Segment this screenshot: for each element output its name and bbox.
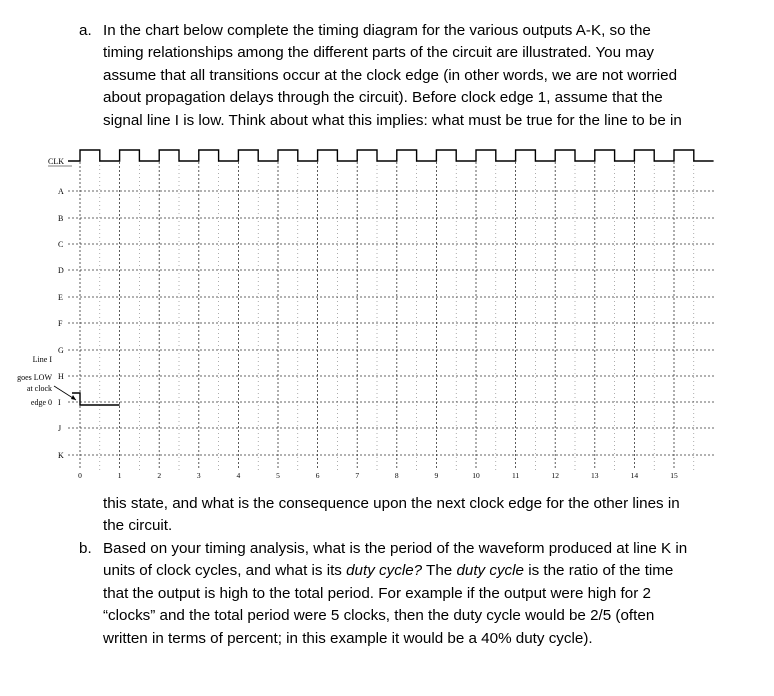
part-b-marker: b. xyxy=(79,540,92,557)
part-b-text xyxy=(103,538,687,650)
part-a-continuation-line: this state, and what is the consequence upon the next clock edge for the other lines in xyxy=(103,495,680,512)
clock-edge-label: 8 xyxy=(394,471,399,480)
part-a-line: signal line I is low. Think about what this implies: what must be true for the line to be in xyxy=(103,111,682,129)
line-i-annotation-line: at clock xyxy=(26,384,52,393)
clock-edge-label: 14 xyxy=(630,471,639,480)
clock-edge-label: 3 xyxy=(196,471,201,480)
clock-edge-label: 9 xyxy=(434,471,439,480)
part-a-line: assume that all transitions occur at the clock edge (in other words, we are not worried xyxy=(103,66,678,84)
part-b-line: written in terms of percent; in this example it would be a 40% duty cycle). xyxy=(103,629,593,647)
signal-label-f: F xyxy=(58,319,63,328)
clock-edge-label: 1 xyxy=(117,471,122,480)
clock-waveform-path xyxy=(68,150,714,161)
clock-edge-label: 5 xyxy=(276,471,280,480)
clock-edge-label: 7 xyxy=(355,471,360,480)
duty-cycle-question: duty cycle? xyxy=(346,562,423,580)
clock-edge-label: 6 xyxy=(315,471,320,480)
clock-edge-label: 4 xyxy=(236,471,241,480)
part-a-continuation-line: the circuit. xyxy=(103,517,173,535)
clock-edge-labels xyxy=(78,471,678,480)
part-b-text-run: The xyxy=(422,562,457,580)
line-i-annotation-line: edge 0 xyxy=(30,398,52,407)
signal-label-k: K xyxy=(58,451,64,460)
part-b-line: Based on your timing analysis, what is the period of the waveform produced at line K in xyxy=(103,540,688,557)
part-a-line: about propagation delays through the circuit). Before clock edge 1, assume that the xyxy=(103,89,663,107)
clock-edge-label: 0 xyxy=(78,471,82,480)
signal-label-i: I xyxy=(58,398,61,407)
part-b-line: that the output is high to the total period. For example if the output were high for 2 xyxy=(103,584,651,602)
signal-label-b: B xyxy=(58,214,64,223)
part-a-line: timing relationships among the different parts of the circuit are illustrated. You may xyxy=(103,44,654,62)
duty-cycle-term: duty cycle xyxy=(456,562,524,580)
clock-label: CLK xyxy=(48,157,64,166)
part-b-line: “clocks” and the total period were 5 clocks, then the duty cycle would be 2/5 (often xyxy=(103,607,655,625)
clock-edge-label: 10 xyxy=(472,471,480,480)
signal-label-a: A xyxy=(58,187,64,196)
timing-grid xyxy=(80,150,694,470)
part-a-continuation xyxy=(103,493,680,538)
line-i-waveform-path xyxy=(72,393,120,405)
signal-label-d: D xyxy=(58,266,64,275)
part-a-line: In the chart below complete the timing diagram for the various outputs A-K, so the xyxy=(103,22,651,39)
signal-labels xyxy=(48,157,72,460)
signal-label-j: J xyxy=(58,424,62,433)
line-i-annotation-line: goes LOW xyxy=(17,373,52,382)
clock-waveform xyxy=(68,150,714,161)
part-b-text-run: is the ratio of the time xyxy=(523,562,674,580)
clock-edge-label: 15 xyxy=(670,471,678,480)
line-i-annotation-line: Line I xyxy=(32,355,52,364)
clock-edge-label: 12 xyxy=(551,471,559,480)
annotation-arrowhead xyxy=(71,395,76,400)
signal-label-h: H xyxy=(58,372,64,381)
signal-label-g: G xyxy=(58,346,64,355)
signal-row-lines xyxy=(68,191,714,455)
line-i-annotation xyxy=(17,355,76,407)
clock-edge-label: 2 xyxy=(157,471,162,480)
signal-label-c: C xyxy=(58,240,64,249)
part-a-marker: a. xyxy=(79,22,92,39)
line-i-waveform xyxy=(72,393,120,405)
clock-edge-label: 11 xyxy=(511,471,520,480)
signal-label-e: E xyxy=(58,293,63,302)
clock-edge-label: 13 xyxy=(591,471,599,480)
part-b-text-run: units of clock cycles, and what is its xyxy=(103,562,347,580)
part-b-line xyxy=(103,560,687,582)
